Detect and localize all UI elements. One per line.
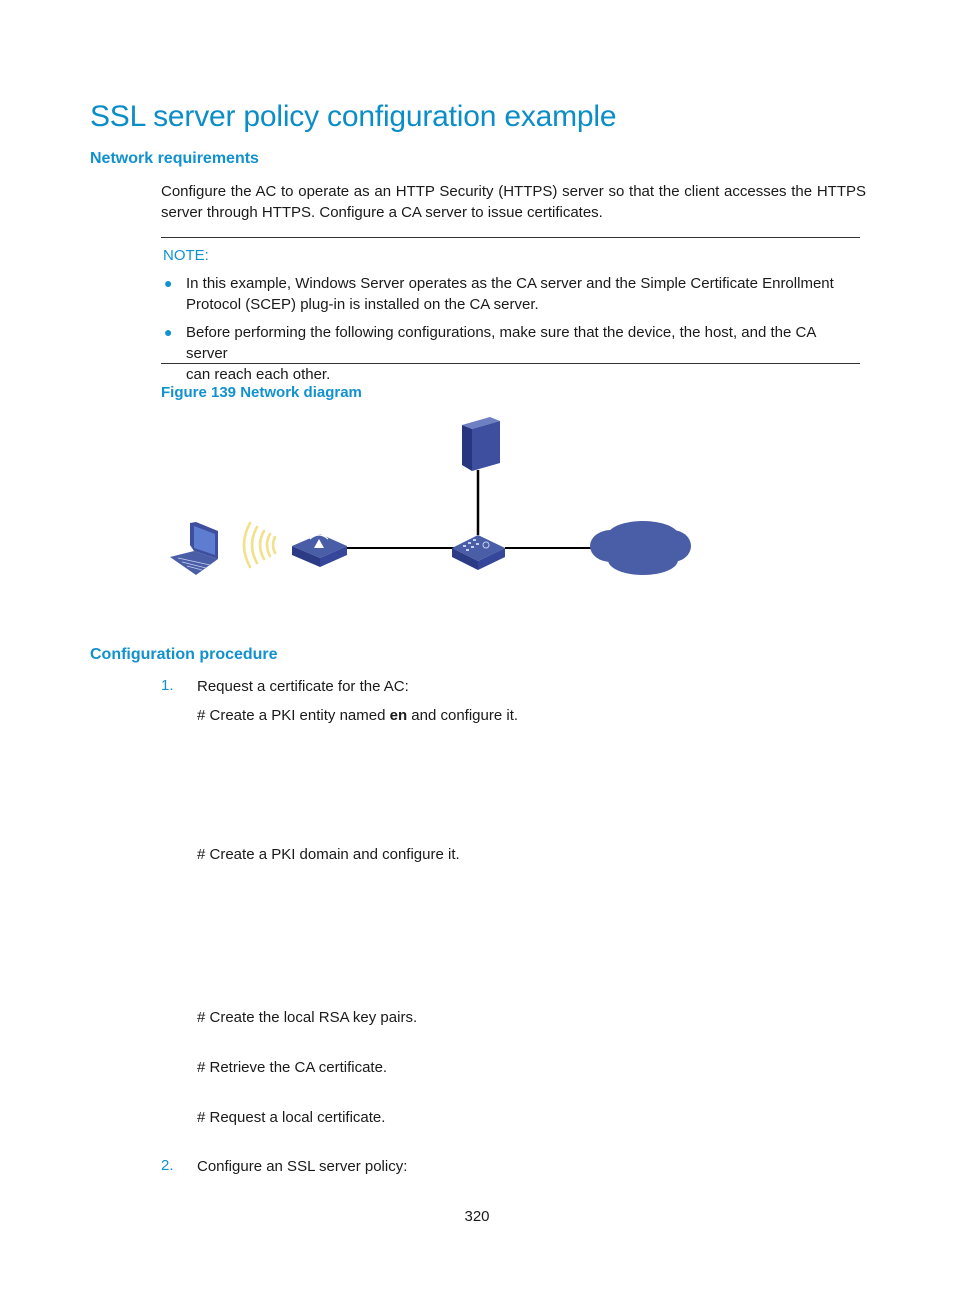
step-text: Request a certificate for the AC: — [197, 678, 409, 695]
access-controller-icon — [452, 535, 505, 570]
step-text: Configure an SSL server policy: — [197, 1158, 408, 1175]
comment-text: # Create a PKI entity named — [197, 707, 390, 724]
step-comment — [197, 705, 518, 726]
bullet-line: Protocol (SCEP) plug-in is installed on the CA server. — [186, 296, 539, 313]
step-comment: # Create a PKI domain and configure it. — [197, 846, 460, 863]
paragraph-line: server through HTTPS. Configure a CA server to issue certificates. — [161, 204, 603, 221]
step-number: 1. — [161, 677, 174, 694]
page-number: 320 — [464, 1208, 490, 1225]
comment-text: and configure it. — [407, 707, 519, 724]
step-number: 2. — [161, 1157, 174, 1174]
section-heading-configuration-procedure: Configuration procedure — [90, 646, 278, 663]
bullet-line: In this example, Windows Server operates as the CA server and the Simple Certificate Enrollment — [186, 275, 834, 292]
page-title: SSL server policy configuration example — [90, 100, 617, 133]
network-cloud-icon — [590, 521, 691, 575]
paragraph-line: Configure the AC to operate as an HTTP Security (HTTPS) server so that the client accesses the HTTPS — [161, 183, 866, 200]
step-comment: # Request a local certificate. — [197, 1109, 386, 1126]
ca-server-icon — [462, 417, 500, 471]
note-label: NOTE: — [163, 247, 209, 264]
bullet-line: Before performing the following configurations, make sure that the device, the host, and the CA server — [186, 324, 816, 362]
step-comment: # Create the local RSA key pairs. — [197, 1009, 418, 1026]
network-requirements-paragraph — [161, 181, 866, 223]
entity-name: en — [389, 707, 408, 724]
bullet-dot-icon: ● — [164, 275, 173, 291]
figure-caption: Figure 139 Network diagram — [161, 384, 362, 401]
network-diagram — [160, 405, 720, 595]
section-heading-network-requirements: Network requirements — [90, 150, 259, 167]
bullet-dot-icon: ● — [164, 324, 173, 340]
laptop-icon — [170, 522, 218, 575]
wireless-signal-icon — [244, 523, 275, 567]
bullet-line: can reach each other. — [186, 366, 331, 383]
note-box — [161, 237, 860, 383]
access-point-icon — [292, 531, 347, 567]
step-comment: # Retrieve the CA certificate. — [197, 1059, 388, 1076]
